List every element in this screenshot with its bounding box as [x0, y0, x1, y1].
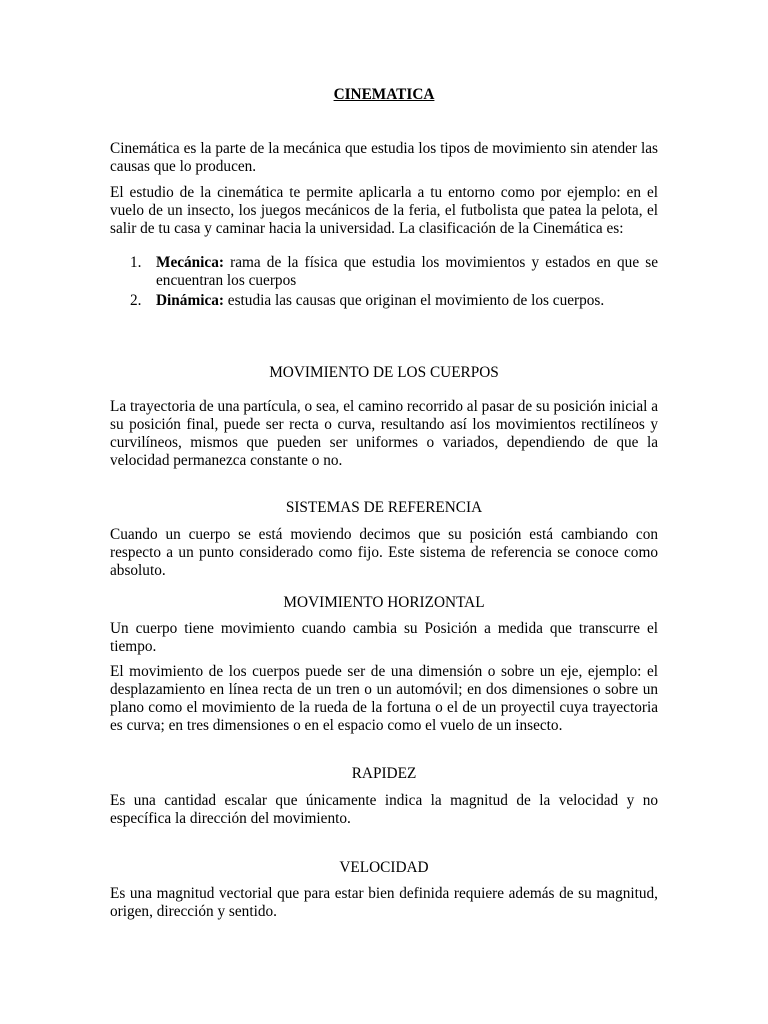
section-heading-velocidad: VELOCIDAD — [339, 859, 429, 876]
list-item-number: 1. — [130, 254, 142, 271]
section-heading-movimiento-cuerpos: MOVIMIENTO DE LOS CUERPOS — [269, 364, 499, 381]
page-title: CINEMATICA — [333, 86, 435, 103]
intro-paragraph-2: El estudio de la cinemática te permite aplicarla a tu entorno como por ejemplo: en el vuelo de un insecto, los juegos mecánicos de la feria, el futbolista que patea la pelota, el salir de tu casa y caminar hacia la universidad. La clasificación de la Cinemática es: — [110, 184, 658, 237]
section-paragraph: El movimiento de los cuerpos puede ser de una dimensión o sobre un eje, ejemplo: el desplazamiento en línea recta de un tren o un automóvil; en dos dimensiones o sobre un plano como el movimiento de la rueda de la fortuna o el de un proyectil cuya trayectoria es curva; en tres dimensiones o en el espacio como el vuelo de un insecto. — [110, 663, 658, 734]
list-item — [110, 292, 658, 310]
list-item-text: rama de la física que estudia los movimientos y estados en que se encuentran los cuerpos — [156, 254, 658, 289]
section-heading-sistemas-referencia: SISTEMAS DE REFERENCIA — [285, 499, 483, 516]
list-item — [110, 254, 658, 290]
section-paragraph: Cuando un cuerpo se está moviendo decimos que su posición está cambiando con respecto a un punto considerado como fijo. Este sistema de referencia se conoce como absoluto. — [110, 526, 658, 579]
section-heading-rapidez: RAPIDEZ — [351, 765, 417, 782]
list-item-text: estudia las causas que originan el movimiento de los cuerpos. — [223, 292, 605, 309]
section-paragraph: Es una cantidad escalar que únicamente indica la magnitud de la velocidad y no específica la dirección del movimiento. — [110, 792, 658, 827]
list-item-term: Mecánica: — [156, 254, 224, 271]
intro-paragraph-1: Cinemática es la parte de la mecánica que estudia los tipos de movimiento sin atender las causas que lo producen. — [110, 140, 658, 175]
classification-list — [110, 254, 658, 310]
list-item-term: Dinámica: — [156, 292, 224, 309]
section-paragraph: Es una magnitud vectorial que para estar bien definida requiere además de su magnitud, origen, dirección y sentido. — [110, 885, 658, 920]
section-paragraph: La trayectoria de una partícula, o sea, el camino recorrido al pasar de su posición inicial a su posición final, puede ser recta o curva, resultando así los movimientos rectilíneos y curvilíneos, mismos que pueden ser uniformes o variados, dependiendo de que la velocidad permanezca constante o no. — [110, 398, 658, 469]
section-heading-movimiento-horizontal: MOVIMIENTO HORIZONTAL — [283, 594, 485, 611]
list-item-number: 2. — [130, 292, 142, 309]
section-paragraph: Un cuerpo tiene movimiento cuando cambia su Posición a medida que transcurre el tiempo. — [110, 620, 658, 655]
